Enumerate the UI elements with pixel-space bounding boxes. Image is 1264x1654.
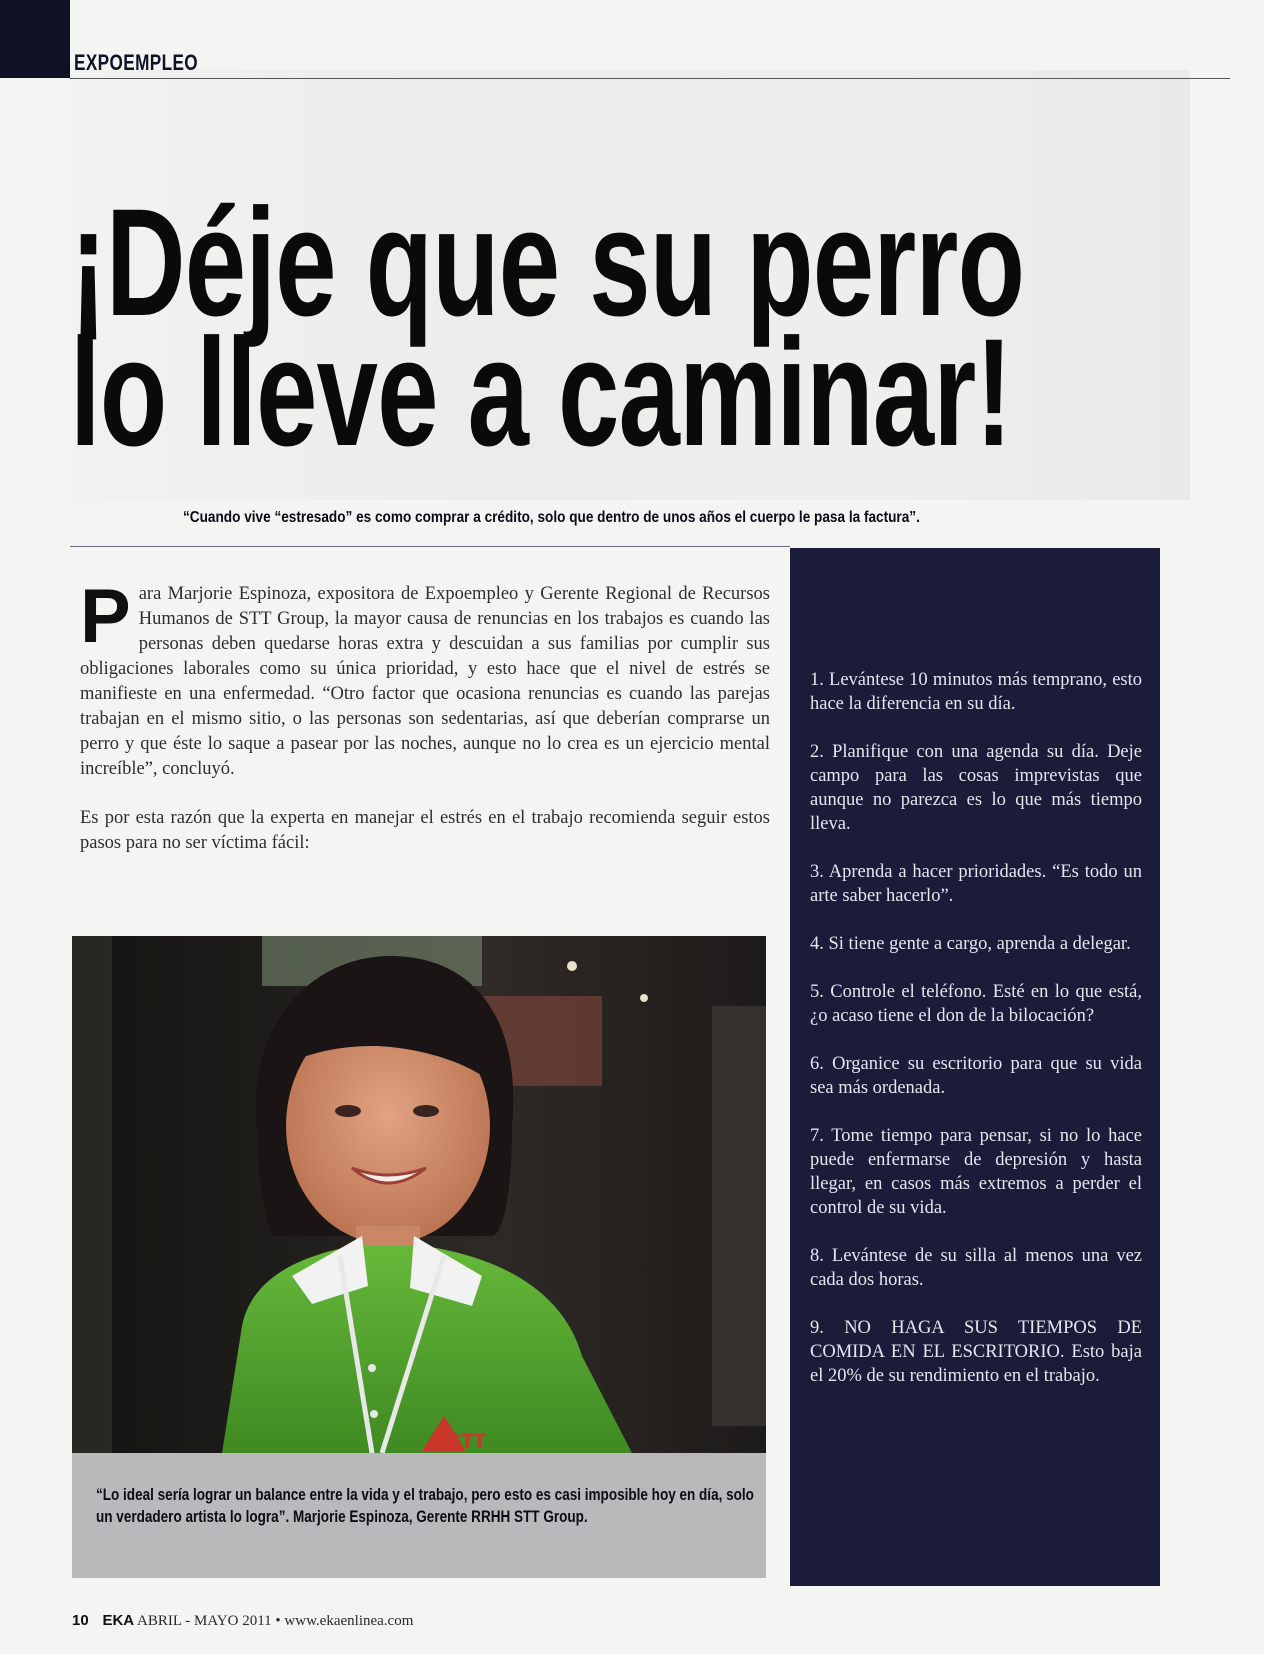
shirt-button-2 (370, 1410, 378, 1418)
paragraph-1-text: ara Marjorie Espinoza, expositora de Expoempleo y Gerente Regional de Recursos Humanos de STT Group, la mayor causa de renuncias en los trabajos es cuando las personas deben quedarse horas extra y descuidan a sus familias por cumplir sus obligaciones laborales como su única prioridad, y esto hace que el nivel de estrés se manifieste en una enfermedad. “Otro factor que ocasiona renuncias es cuando las parejas trabajan en el mismo sitio, o las personas son sedentarias, así que deberían comprarse un perro y que éste lo saque a pasear por las noches, aunque no lo crea es un ejercicio mental increíble”, concluyó. (80, 584, 770, 779)
section-label: EXPOEMPLEO (74, 50, 199, 75)
issue-date: ABRIL - MAYO 2011 (137, 1613, 272, 1629)
article-body (80, 574, 770, 880)
page-footer (72, 1612, 413, 1630)
tip-item: 5. Controle el teléfono. Esté en lo que está, ¿o acaso tiene el don de la bilocación? (810, 982, 1142, 1026)
shirt-button-1 (368, 1364, 376, 1372)
tip-item: 2. Planifique con una agenda su día. Deje campo para las cosas imprevistas que aunque no parezca es lo que más tiempo lleva. (810, 742, 1142, 834)
left-eye (335, 1105, 361, 1117)
tip-item: 4. Si tiene gente a cargo, aprenda a delegar. (810, 934, 1131, 954)
section-color-block (0, 0, 70, 78)
headline-line-1: ¡Déje que su perro (70, 177, 1025, 348)
tip-item: 7. Tome tiempo para pensar, si no lo hace puede enfermarse de depresión y hasta llegar, en casos más extremos a perder el control de su vida. (810, 1126, 1142, 1218)
tip-item: 9. NO HAGA SUS TIEMPOS DE COMIDA EN EL ESCRITORIO. Esto baja el 20% de su rendimiento en el trabajo. (810, 1318, 1142, 1386)
headline-line-2: lo lleve a caminar! (70, 307, 1012, 478)
photo-caption: “Lo ideal sería lograr un balance entre la vida y el trabajo, pero esto es casi imposible hoy en día, solo un verdadero artista lo logra”. Marjorie Espinoza, Gerente RRHH STT Group. (96, 1486, 754, 1526)
website-link[interactable]: www.ekaenlinea.com (284, 1613, 414, 1629)
right-eye (413, 1105, 439, 1117)
drop-cap: P (80, 574, 131, 659)
header-rule (70, 78, 1230, 79)
tip-item: 1. Levántese 10 minutos más temprano, esto hace la diferencia en su día. (810, 670, 1142, 714)
tip-item: 6. Organice su escritorio para que su vida sea más ordenada. (810, 1054, 1142, 1098)
tip-item: 3. Aprenda a hacer prioridades. “Es todo un arte saber hacerlo”. (810, 862, 1142, 906)
stt-logo-text: STT (448, 1431, 486, 1453)
left-pillar (72, 936, 112, 1453)
deck-rule (70, 546, 790, 547)
portrait-illustration (72, 936, 766, 1453)
ceiling-light-2 (640, 994, 648, 1002)
magazine-name: EKA (102, 1612, 135, 1629)
footer-separator: • (275, 1613, 281, 1629)
portrait-photo (72, 936, 766, 1453)
article-paragraph-2: Es por esta razón que la experta en manejar el estrés en el trabajo recomienda seguir estos pasos para no ser víctima fácil: (80, 808, 770, 853)
right-wall (712, 1006, 766, 1426)
tip-item: 8. Levántese de su silla al menos una vez cada dos horas. (810, 1246, 1142, 1290)
deck-quote: “Cuando vive “estresado” es como comprar a crédito, solo que dentro de unos años el cuerpo le pasa la factura”. (183, 509, 920, 526)
headline (70, 177, 1025, 478)
ceiling-light-1 (567, 961, 577, 971)
page-number: 10 (72, 1612, 89, 1629)
tips-list (810, 668, 1142, 1412)
article-paragraph-1 (80, 574, 770, 782)
